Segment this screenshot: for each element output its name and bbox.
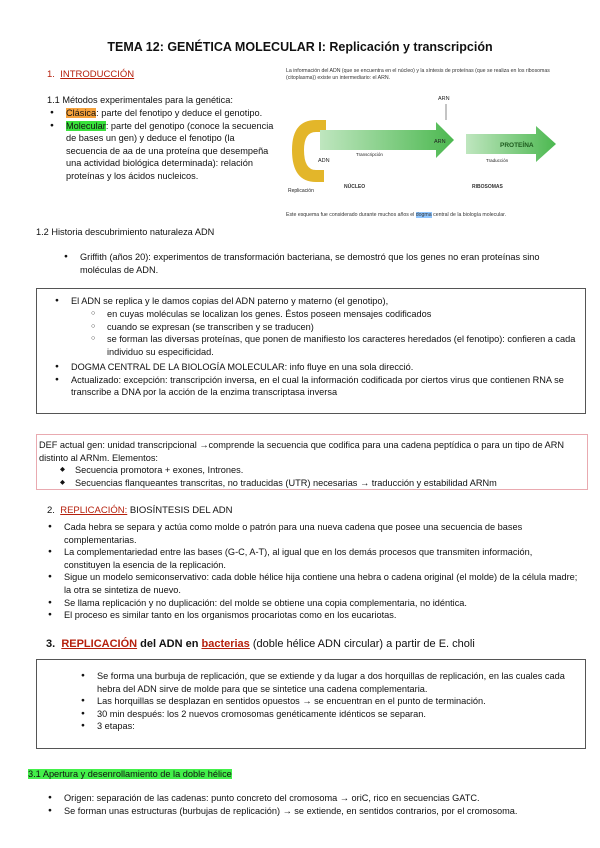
opening-list (64, 792, 578, 817)
griffith-item: ● Griffith (años 20): experimentos de transformación bacteriana, se demostró que los genes no eran proteínas sino moléculas de ADN. (80, 251, 578, 276)
figure-caption-top: La información del ADN (que se encuentra en el núcleo) y la síntesis de proteínas (que se realiza en los ribosomas (citoplasma)) existe un intermediario: el ARN. (286, 68, 550, 81)
arn-top-label: ARN (438, 96, 450, 102)
replication-item-5: ● El proceso es similar tanto en los organismos procariotas como en los eucariotas. (64, 609, 578, 622)
history-subheading: 1.2 Historia descubrimiento naturaleza ADN (36, 227, 215, 237)
replication-loop-shape (292, 120, 326, 182)
dogma-subitem-1: ○ en cuyas moléculas se localizan los genes. Éstos poseen mensajes codificados (107, 308, 581, 321)
nucleo-label: NÚCLEO (344, 184, 366, 190)
proteina-label: PROTEÍNA (500, 142, 534, 149)
replication-item-2: ● La complementariedad entre las bases (G-C, A-T), al igual que en los demás procesos que transmiten información, constituyen la esencia de la replicación. (64, 546, 578, 571)
dogma-box (36, 288, 586, 414)
gene-definition-text: DEF actual gen: unidad transcripcional →comprende la secuencia que codifica para una cadena peptídica o para un tipo de ARN distinto al ARNm. Elementos: (39, 440, 565, 463)
section-1-heading: 1. INTRODUCCIÓN (47, 69, 135, 80)
ribosomas-label: RIBOSOMAS (472, 184, 503, 190)
section-3-1-heading: 3.1 Apertura y desenrollamiento de la doble hélice (28, 769, 232, 779)
replication-item-1: ● Cada hebra se separa y actúa como molde o patrón para una nueva cadena que posee una secuencia de bases complementarias. (64, 521, 578, 546)
adn-label: ADN (318, 158, 330, 164)
section-3-heading: 3. REPLICACIÓN del ADN en bacterias (doble hélice ADN circular) a partir de E. choli (46, 638, 475, 650)
section-2-heading: 2. REPLICACIÓN: BIOSÍNTESIS DEL ADN (47, 505, 233, 516)
history-list (80, 251, 578, 276)
opening-item-1: ● Origen: separación de las cadenas: punto concreto del cromosoma → oriC, rico en secuencias GATC. (64, 792, 578, 805)
dogma-item-3: ● Actualizado: excepción: transcripción inversa, en el cual la información codificada por ciertos virus que contienen RNA se transcribe a DNA por la acción de la enzima transcriptasa inversa (71, 374, 581, 399)
arn-mid-label: ARN (434, 139, 446, 145)
bacteria-replication-box (36, 659, 586, 749)
methods-list (66, 107, 276, 183)
gene-definition-box (36, 434, 588, 490)
methods-subheading: 1.1 Métodos experimentales para la genética: (47, 95, 233, 105)
bacteria-item-1: ● Se forma una burbuja de replicación, que se extiende y da lugar a dos horquillas de replicación, en las cuales cada hebra del ADN sirve de molde para que se sintetice una cadena complementaria. (97, 670, 581, 695)
central-dogma-figure (286, 68, 572, 219)
bacteria-item-4: ● 3 etapas: (97, 720, 581, 733)
document-title: TEMA 12: GENÉTICA MOLECULAR I: Replicación y transcripción (107, 40, 493, 54)
dogma-subitem-3: ○ se forman las diversas proteínas, que ponen de manifiesto los caracteres heredados (el fenotipo): confieren a cada individuo su especificidad. (107, 333, 581, 358)
opening-item-2: ● Se forman unas estructuras (burbujas de replicación) → se extiende, en sentidos contrarios, por el cromosoma. (64, 805, 578, 818)
method-molecular: ● Molecular: parte del genotipo (conoce la secuencia de bases un gen) y deduce el fenotipo (la secuencia de aa de una proteína que desempeña una actividad biológica determinada): relación proteínas y los ácidos nucleicos. (66, 120, 276, 183)
transcripcion-label: Transcripción (356, 152, 383, 157)
replication-item-4: ● Se llama replicación y no duplicación: del molde se obtiene una copia complementaria, no idéntica. (64, 597, 578, 610)
replication-item-3: ● Sigue un modelo semiconservativo: cada doble hélice hija contiene una hebra o cadena original (el molde) de la célula madre; la otra se sintetiza de nuevo. (64, 571, 578, 596)
traduccion-label: Traducción (486, 158, 509, 163)
gene-element-1: ◆ Secuencia promotora + exones, Intrones. (75, 464, 583, 477)
dogma-item-2: ● DOGMA CENTRAL DE LA BIOLOGÍA MOLECULAR: info fluye en una sola direcció. (71, 361, 581, 374)
gene-element-2: ◆ Secuencias flanqueantes transcritas, no traducidas (UTR) necesarias → traducción y estabilidad ARNm (75, 477, 583, 490)
method-clasica: ● Clásica: parte del fenotipo y deduce el genotipo. (66, 107, 276, 120)
replicacion-label: Replicación (288, 188, 314, 194)
dogma-subitem-2: ○ cuando se expresan (se transcriben y se traducen) (107, 321, 581, 334)
bacteria-item-3: ● 30 min después: los 2 nuevos cromosomas genéticamente idénticos se separan. (97, 708, 581, 721)
bacteria-item-2: ● Las horquillas se desplazan en sentidos opuestos → se encuentran en el punto de terminación. (97, 695, 581, 708)
replication-list (64, 521, 578, 622)
central-dogma-diagram (286, 90, 572, 202)
figure-caption-bottom: Este esquema fue considerado durante muchos años el dogma central de la biología molecular. (286, 212, 507, 218)
dogma-item-1: ● El ADN se replica y le damos copias del ADN paterno y materno (el genotipo), (71, 295, 581, 308)
